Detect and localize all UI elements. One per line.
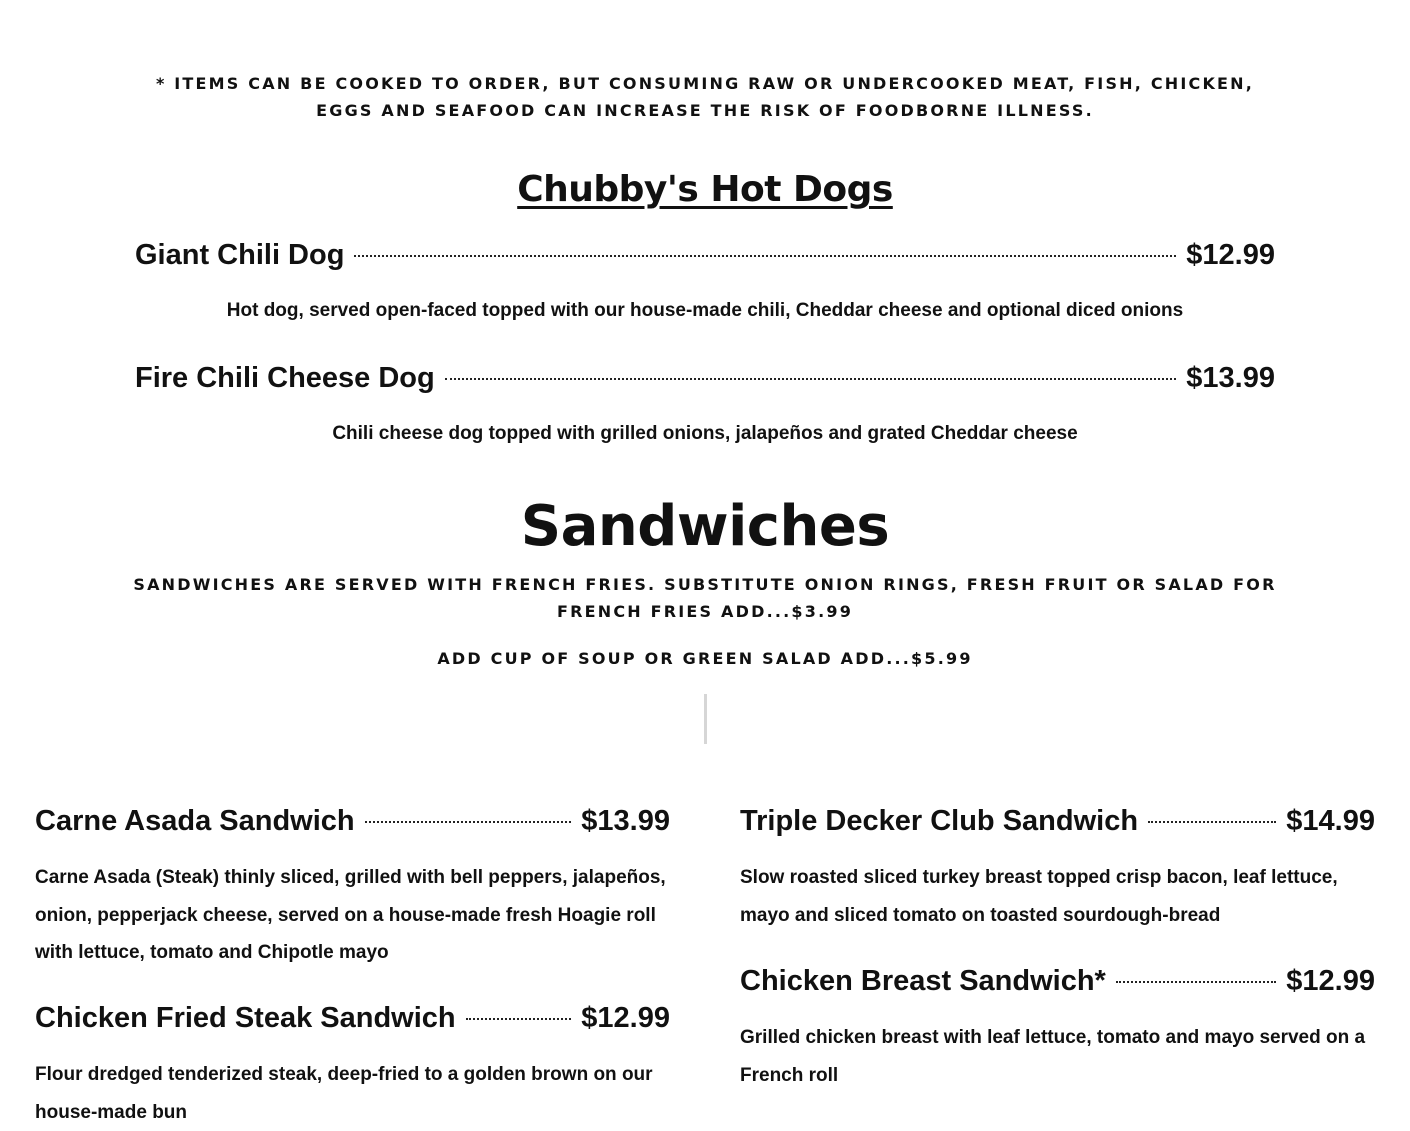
item-price: $14.99 [1286,804,1375,837]
foodborne-illness-notice: * ITEMS CAN BE COOKED TO ORDER, BUT CONSUMING RAW OR UNDERCOOKED MEAT, FISH, CHICKEN, EGGS AND SEAFOOD CAN INCREASE THE RISK OF FOODBORNE ILLNESS. [155,74,1255,120]
item-name: Giant Chili Dog [135,238,345,271]
sandwich-sides-note: SANDWICHES ARE SERVED WITH FRENCH FRIES. SUBSTITUTE ONION RINGS, FRESH FRUIT OR SALAD FOR FRENCH FRIES ADD...$3.99 [133,575,1277,621]
menu-item-fire-chili-cheese-dog [135,358,1275,398]
dotted-leader [1148,821,1276,823]
item-name: Triple Decker Club Sandwich [740,804,1139,837]
menu-item-carne-asada-sandwich [35,801,670,841]
dotted-leader [354,255,1176,257]
menu-item-chicken-fried-steak-sandwich [35,998,670,1038]
dotted-leader [466,1018,572,1020]
dotted-leader [365,821,572,823]
item-description: Flour dredged tenderized steak, deep-fried to a golden brown on our house-made bun [35,1064,653,1123]
item-price: $12.99 [1186,238,1275,271]
item-name: Chicken Fried Steak Sandwich [35,1001,456,1034]
dotted-leader [1116,981,1276,983]
menu-item-giant-chili-dog [135,235,1275,275]
item-price: $12.99 [1286,964,1375,997]
section-title-sandwiches: Sandwiches [520,494,890,559]
menu-item-chicken-breast-sandwich [740,961,1375,1001]
column-divider [704,694,707,744]
item-description: Hot dog, served open-faced topped with our house-made chili, Cheddar cheese and optional diced onions [226,300,1184,321]
item-description: Carne Asada (Steak) thinly sliced, grilled with bell peppers, jalapeños, onion, pepperjack cheese, served on a house-made fresh Hoagie roll with lettuce, tomato and Chipotle mayo [35,867,666,963]
section-title-hot-dogs: Chubby's Hot Dogs [517,169,893,210]
item-price: $13.99 [581,804,670,837]
item-description: Slow roasted sliced turkey breast topped crisp bacon, leaf lettuce, mayo and sliced tomato on toasted sourdough-bread [740,867,1338,926]
menu-item-triple-decker-club-sandwich [740,801,1375,841]
item-price: $12.99 [581,1001,670,1034]
dotted-leader [445,378,1177,380]
item-name: Carne Asada Sandwich [35,804,355,837]
item-description: Grilled chicken breast with leaf lettuce, tomato and mayo served on a French roll [740,1027,1366,1086]
soup-salad-note: ADD CUP OF SOUP OR GREEN SALAD ADD...$5.99 [437,649,973,668]
item-price: $13.99 [1186,361,1275,394]
item-name: Fire Chili Cheese Dog [135,361,435,394]
item-name: Chicken Breast Sandwich* [740,964,1106,997]
item-description: Chili cheese dog topped with grilled onions, jalapeños and grated Cheddar cheese [332,423,1078,444]
